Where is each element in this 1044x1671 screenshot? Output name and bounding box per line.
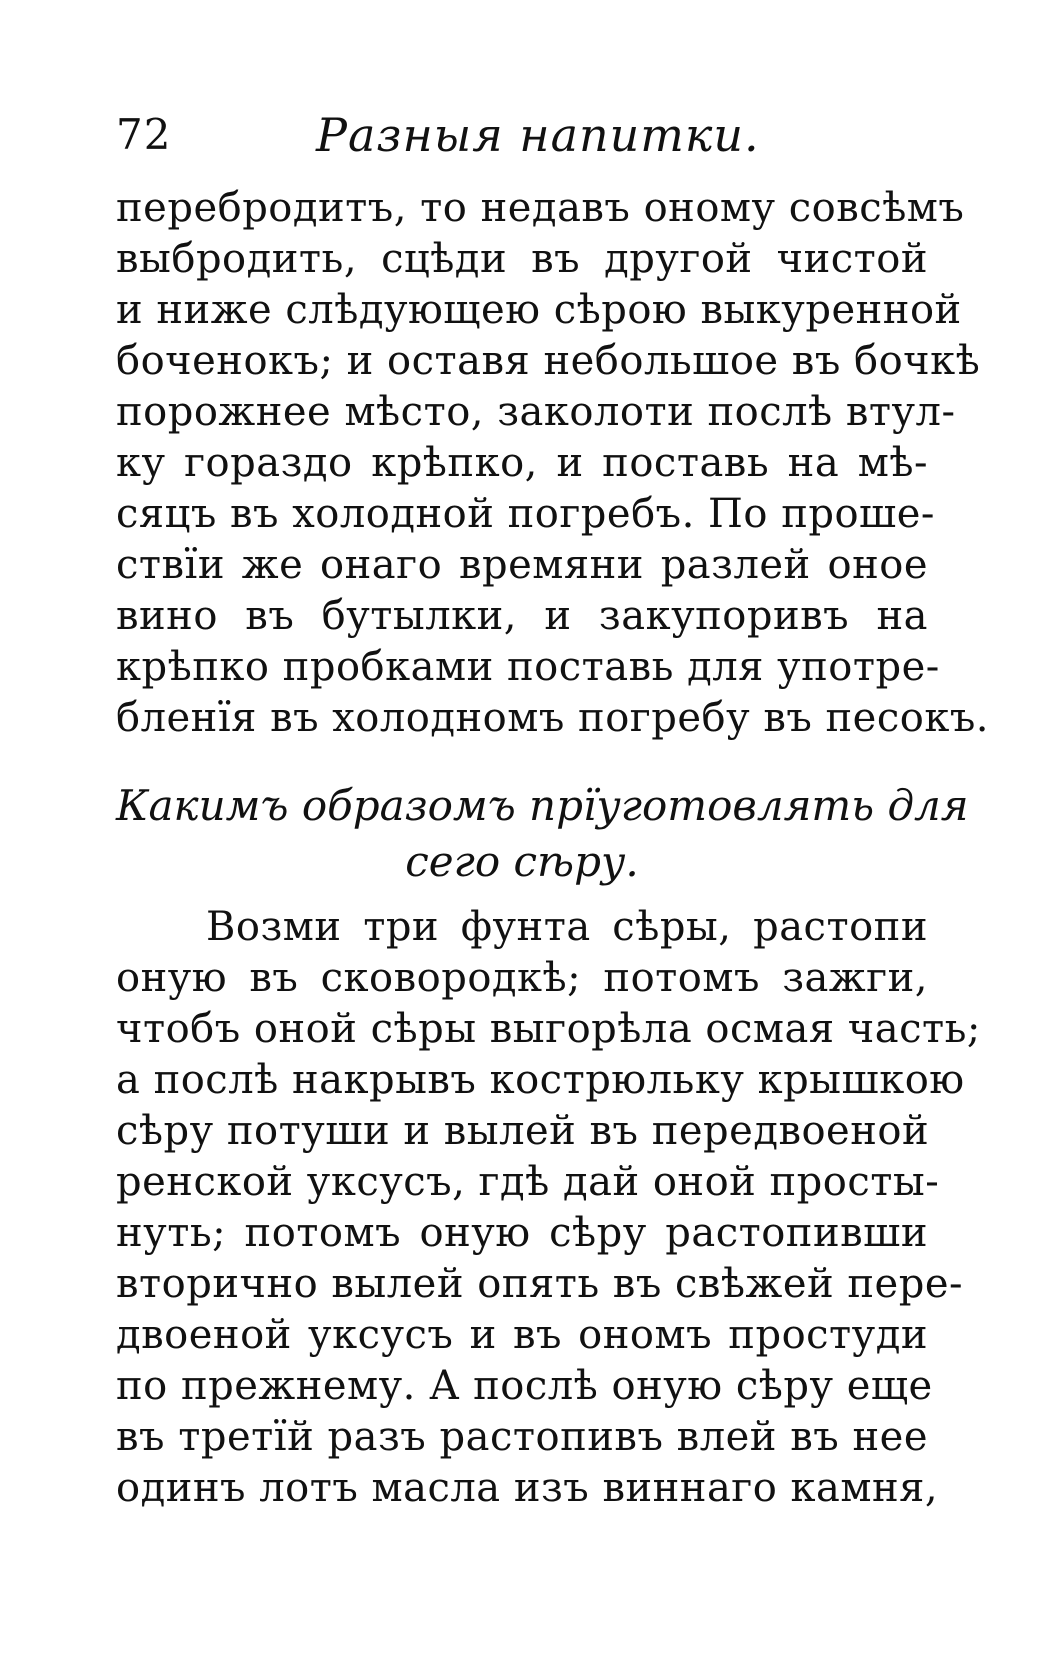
text-line: одинъ лотъ масла изъ виннаго камня,: [116, 1465, 939, 1511]
text-line: Возми три фунта сѣры, растопи: [206, 904, 928, 950]
page-header: [116, 100, 936, 170]
text-line: ренской уксусъ, гдѣ дай оной просты-: [116, 1159, 940, 1205]
text-line: крѣпко пробками поставь для употре-: [116, 644, 940, 690]
text-line: чтобъ оной сѣры выгорѣла осмая часть;: [116, 1006, 981, 1052]
running-title: Разныя напитки.: [316, 108, 760, 162]
text-line: бленїя въ холодномъ погребу въ песокъ.: [116, 695, 990, 741]
page-number: 72: [116, 110, 172, 159]
text-line: двоеной уксусъ и въ ономъ простуди: [116, 1312, 928, 1358]
text-line: а послѣ накрывъ кострюльку крышкою: [116, 1057, 965, 1103]
heading-line: сего сѣру.: [405, 837, 639, 886]
text-line: боченокъ; и оставя небольшое въ бочкѣ: [116, 338, 981, 384]
text-line: сѣру потуши и вылей въ передвоеной: [116, 1108, 930, 1154]
text-line: въ третїй разъ растопивъ влей въ нее: [116, 1414, 928, 1460]
text-line: по прежнему. А послѣ оную сѣру еще: [116, 1363, 933, 1409]
text-line: вино въ бутылки, и закупоривъ на: [116, 593, 928, 639]
text-line: и ниже слѣдующею сѣрою выкуренной: [116, 287, 962, 333]
heading-line: Какимъ образомъ прїуготовлять для: [116, 781, 969, 830]
text-line: перебродитъ, то недавъ оному совсѣмъ: [116, 185, 965, 231]
text-line: ствїи же онаго времяни разлей оное: [116, 542, 928, 588]
text-line: нуть; потомъ оную сѣру растопивши: [116, 1210, 928, 1256]
text-line: выбродить, сцѣди въ другой чистой: [116, 236, 928, 282]
text-line: ку гораздо крѣпко, и поставь на мѣ-: [116, 440, 928, 486]
text-line: вторично вылей опять въ свѣжей пере-: [116, 1261, 964, 1307]
text-line: порожнее мѣсто, заколоти послѣ втул-: [116, 389, 956, 435]
text-line: сяцъ въ холодной погребъ. По проше-: [116, 491, 935, 537]
text-line: оную въ сковородкѣ; потомъ зажги,: [116, 955, 928, 1001]
